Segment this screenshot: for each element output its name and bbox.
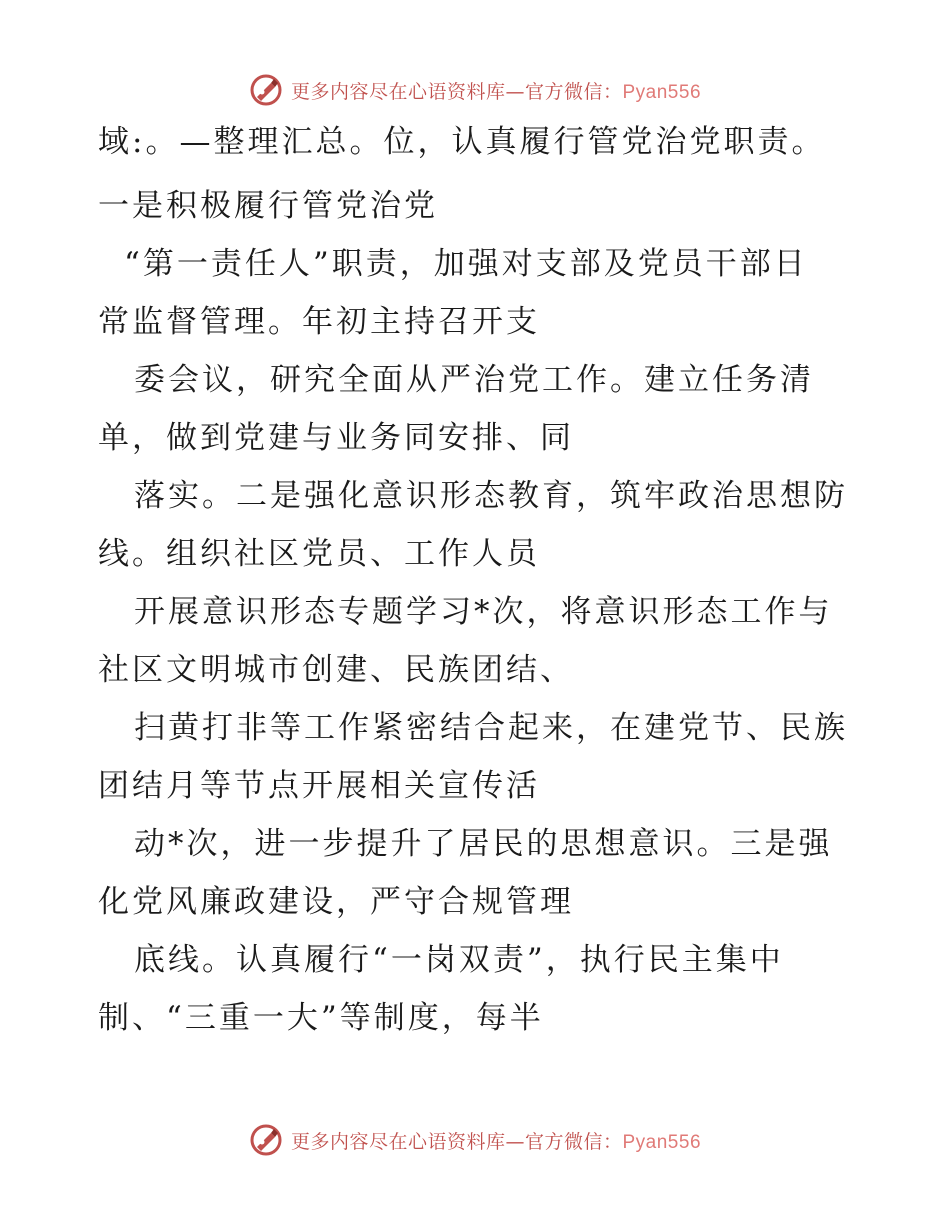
- pen-logo-icon: [249, 73, 283, 107]
- body-line: 社区文明城市创建、民族团结、: [98, 652, 574, 688]
- pen-logo-icon: [249, 1123, 283, 1157]
- body-line: 扫黄打非等工作紧密结合起来，在建党节、民族: [134, 710, 848, 746]
- body-line: “第一责任人”职责，加强对支部及党员干部日: [124, 246, 808, 282]
- header-banner-text: [291, 77, 701, 104]
- body-line: 底线。认真履行“一岗双责”，执行民主集中: [134, 942, 784, 978]
- body-line: 团结月等节点开展相关宣传活: [98, 768, 540, 804]
- header-banner: [0, 70, 950, 110]
- body-line: 开展意识形态专题学习*次，将意识形态工作与: [134, 594, 833, 630]
- body-line: 一是积极履行管党治党: [98, 188, 438, 224]
- footer-banner: [0, 1120, 950, 1160]
- body-line: 单，做到党建与业务同安排、同: [98, 420, 574, 456]
- body-line: 委会议，研究全面从严治党工作。建立任务清: [134, 362, 814, 398]
- footer-banner-text: [291, 1127, 701, 1154]
- body-line: 动*次，进一步提升了居民的思想意识。三是强: [134, 826, 833, 862]
- header-wechat-id: Pyan556: [622, 81, 702, 103]
- body-line: 落实。二是强化意识形态教育，筑牢政治思想防: [134, 478, 848, 514]
- body-line: 常监督管理。年初主持召开支: [98, 304, 540, 340]
- header-banner-label: 更多内容尽在心语资料库—官方微信：: [290, 80, 623, 103]
- body-line: 域:。—整理汇总。位，认真履行管党治党职责。: [98, 124, 826, 160]
- body-line: 制、“三重一大”等制度，每半: [98, 1000, 544, 1036]
- body-line: 线。组织社区党员、工作人员: [98, 536, 540, 572]
- footer-wechat-id: Pyan556: [622, 1131, 702, 1153]
- footer-banner-label: 更多内容尽在心语资料库—官方微信：: [290, 1130, 623, 1153]
- body-line: 化党风廉政建设，严守合规管理: [98, 884, 574, 920]
